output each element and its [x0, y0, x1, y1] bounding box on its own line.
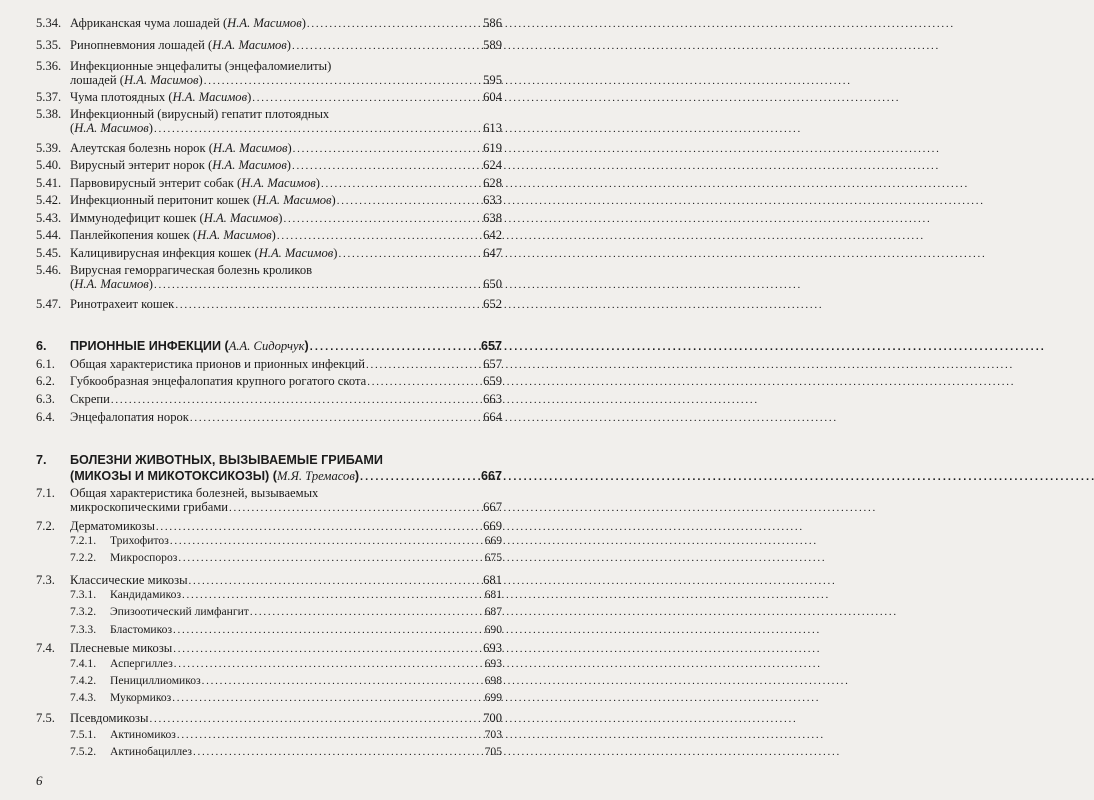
entry-number: 7.2.1.	[70, 534, 97, 547]
entry-page: 647	[483, 246, 502, 260]
entry-title: Инфекционный перитонит кошек (Н.А. Масимов)	[70, 193, 336, 207]
entry-title-line1: Инфекционные энцефалиты (энцефаломиелиты)	[70, 59, 332, 73]
leader-dots	[229, 500, 482, 515]
leader-dots	[310, 339, 480, 355]
leader-dots	[202, 674, 484, 688]
entry-line	[110, 674, 502, 688]
entry-title: Панлейкопения кошек (Н.А. Масимов)	[70, 228, 276, 242]
entry-number: 5.37.	[36, 90, 62, 104]
entry-title: микроскопическими грибами	[70, 500, 229, 514]
entry-line	[70, 357, 502, 372]
entry-page: 586	[483, 16, 502, 30]
entry-title: Плесневые микозы	[70, 641, 173, 655]
toc-entry	[0, 519, 518, 533]
chapter-title: ПРИОННЫЕ ИНФЕКЦИИ (А.А. Сидорчук)	[70, 339, 309, 353]
entry-title: Скрепи	[70, 392, 110, 406]
entry-number: 7.3.3.	[70, 623, 97, 636]
entry-title: Дерматомикозы	[70, 519, 155, 533]
entry-page: 624	[483, 158, 502, 172]
entry-line	[70, 38, 502, 53]
entry-title: Алеутская болезнь норок (Н.А. Масимов)	[70, 141, 292, 155]
toc-entry	[0, 263, 518, 291]
chapter-line	[70, 339, 502, 355]
entry-number: 5.41.	[36, 176, 62, 190]
entry-page: 681	[484, 588, 502, 601]
leader-dots	[277, 228, 482, 243]
entry-line	[70, 211, 502, 226]
entry-page: 700	[483, 711, 502, 725]
entry-number: 5.35.	[36, 38, 62, 52]
leader-dots	[367, 374, 482, 389]
entry-title: Микроспороз	[110, 551, 178, 564]
entry-title: Трихофитоз	[110, 534, 169, 547]
entry-line	[70, 297, 502, 312]
leader-dots	[366, 357, 482, 372]
entry-page: 613	[483, 121, 502, 135]
toc-entry	[0, 297, 518, 311]
toc-entry	[0, 410, 518, 424]
entry-number: 5.42.	[36, 193, 62, 207]
entry-page: 642	[483, 228, 502, 242]
leader-dots	[173, 641, 482, 656]
entry-number: 7.2.2.	[70, 551, 97, 564]
entry-page: 652	[483, 297, 502, 311]
entry-number: 7.5.	[36, 711, 55, 725]
entry-line	[70, 176, 502, 191]
leader-dots	[292, 38, 482, 53]
page-number: 6	[36, 773, 43, 788]
entry-title: Ринотрахеит кошек	[70, 297, 175, 311]
entry-page: 690	[484, 623, 502, 636]
entry-line	[70, 16, 502, 31]
entry-line	[70, 519, 502, 534]
entry-title: Губкообразная энцефалопатия крупного рогатого скота	[70, 374, 367, 388]
entry-number: 5.36.	[36, 59, 62, 73]
entry-page: 595	[483, 73, 502, 87]
toc-subentry	[0, 674, 518, 688]
entry-title-line1: Вирусная геморрагическая болезнь кроликов	[70, 263, 313, 277]
entry-page: 604	[483, 90, 502, 104]
entry-line	[110, 728, 502, 742]
entry-title: Иммунодефицит кошек (Н.А. Масимов)	[70, 211, 283, 225]
entry-line	[70, 73, 502, 88]
leader-dots	[182, 588, 484, 602]
entry-page: 638	[483, 211, 502, 225]
entry-page: 705	[484, 745, 502, 758]
entry-title-line1: Общая характеристика болезней, вызываемых	[70, 486, 319, 500]
toc-entry	[0, 176, 518, 190]
toc-entry	[0, 228, 518, 242]
leader-dots	[156, 519, 482, 534]
chapter-heading	[0, 339, 518, 354]
entry-page: 650	[483, 277, 502, 291]
leader-dots	[111, 392, 482, 407]
leader-dots	[175, 297, 482, 312]
entry-number: 7.4.1.	[70, 657, 97, 670]
entry-number: 5.34.	[36, 16, 62, 30]
entry-line	[70, 141, 502, 156]
entry-line	[70, 193, 502, 208]
entry-number: 5.38.	[36, 107, 62, 121]
entry-title: Аспергиллез	[110, 657, 173, 670]
entry-page: 589	[483, 38, 502, 52]
leader-dots	[252, 90, 482, 105]
entry-number: 5.47.	[36, 297, 62, 311]
entry-page: 681	[483, 573, 502, 587]
entry-page: 619	[483, 141, 502, 155]
entry-page: 659	[483, 374, 502, 388]
entry-line	[70, 90, 502, 105]
entry-page: 693	[483, 641, 502, 655]
leader-dots	[204, 73, 482, 88]
entry-page: 675	[484, 551, 502, 564]
toc-page	[0, 0, 518, 800]
chapter-title: (МИКОЗЫ И МИКОТОКСИКОЗЫ) (М.Я. Тремасов)	[70, 469, 360, 483]
entry-line	[70, 500, 502, 515]
entry-number: 7.5.2.	[70, 745, 97, 758]
toc-subentry	[0, 551, 518, 565]
toc-subentry	[0, 728, 518, 742]
toc-entry	[0, 374, 518, 388]
entry-line	[110, 588, 502, 602]
toc-entry	[0, 16, 518, 30]
leader-dots	[172, 691, 483, 705]
entry-page: 669	[483, 519, 502, 533]
entry-number: 5.43.	[36, 211, 62, 225]
toc-entry	[0, 158, 518, 172]
entry-title: Актиномикоз	[110, 728, 176, 741]
entry-title: Кандидамикоз	[110, 588, 182, 601]
toc-entry	[0, 38, 518, 52]
toc-entry	[0, 193, 518, 207]
leader-dots	[149, 711, 482, 726]
entry-number: 7.4.	[36, 641, 55, 655]
leader-dots	[154, 121, 482, 136]
toc-subentry	[0, 745, 518, 759]
entry-page: 699	[484, 691, 502, 704]
toc-entry	[0, 107, 518, 135]
leader-dots	[250, 605, 484, 619]
entry-page: 667	[483, 500, 502, 514]
chapter-title-line1: БОЛЕЗНИ ЖИВОТНЫХ, ВЫЗЫВАЕМЫЕ ГРИБАМИ	[70, 453, 383, 467]
entry-title: Общая характеристика прионов и прионных инфекций	[70, 357, 366, 371]
leader-dots	[173, 623, 484, 637]
toc-subentry	[0, 691, 518, 705]
entry-number: 5.45.	[36, 246, 62, 260]
toc-entry	[0, 90, 518, 104]
toc-subentry	[0, 588, 518, 602]
chapter-page: 667	[480, 469, 502, 483]
toc-entry	[0, 59, 518, 87]
entry-line	[110, 605, 502, 619]
entry-line	[110, 534, 502, 548]
leader-dots	[337, 193, 482, 208]
toc-subentry	[0, 605, 518, 619]
entry-title: Классические микозы	[70, 573, 188, 587]
entry-number: 5.40.	[36, 158, 62, 172]
leader-dots	[293, 141, 482, 156]
entry-title-line1: Инфекционный (вирусный) гепатит плотоядных	[70, 107, 330, 121]
toc-entry	[0, 641, 518, 655]
entry-line	[110, 691, 502, 705]
entry-page: 633	[483, 193, 502, 207]
entry-title: Бластомикоз	[110, 623, 173, 636]
entry-number: 7.4.3.	[70, 691, 97, 704]
entry-line	[70, 374, 502, 389]
toc-entry	[0, 211, 518, 225]
entry-title: Ринопневмония лошадей (Н.А. Масимов)	[70, 38, 291, 52]
chapter-line	[70, 469, 502, 485]
toc-entry	[0, 246, 518, 260]
entry-title: Чума плотоядных (Н.А. Масимов)	[70, 90, 252, 104]
entry-line	[110, 551, 502, 565]
toc-entry	[0, 357, 518, 371]
entry-line	[70, 641, 502, 656]
entry-page: 693	[484, 657, 502, 670]
entry-line	[70, 158, 502, 173]
toc-subentry	[0, 534, 518, 548]
entry-line	[70, 228, 502, 243]
entry-page: 664	[483, 410, 502, 424]
entry-number: 7.3.	[36, 573, 55, 587]
toc-entry	[0, 573, 518, 587]
leader-dots	[154, 277, 482, 292]
leader-dots	[338, 246, 482, 261]
entry-number: 5.44.	[36, 228, 62, 242]
entry-number: 6.2.	[36, 374, 55, 388]
entry-number: 7.4.2.	[70, 674, 97, 687]
entry-number: 6.4.	[36, 410, 55, 424]
leader-dots	[178, 551, 483, 565]
entry-line	[70, 277, 502, 292]
entry-line	[70, 121, 502, 136]
entry-number: 7.3.1.	[70, 588, 97, 601]
leader-dots	[292, 158, 482, 173]
entry-title: Африканская чума лошадей (Н.А. Масимов)	[70, 16, 306, 30]
entry-title: Мукормикоз	[110, 691, 172, 704]
leader-dots	[307, 16, 482, 31]
toc-subentry	[0, 657, 518, 671]
entry-number: 7.2.	[36, 519, 55, 533]
chapter-page: 657	[480, 339, 502, 353]
chapter-number: 6.	[36, 339, 47, 353]
toc-entry	[0, 711, 518, 725]
entry-title: лошадей (Н.А. Масимов)	[70, 73, 203, 87]
entry-line	[110, 623, 502, 637]
leader-dots	[321, 176, 482, 191]
leader-dots	[360, 469, 480, 485]
leader-dots	[283, 211, 482, 226]
entry-title: Калицивирусная инфекция кошек (Н.А. Масимов)	[70, 246, 338, 260]
leader-dots	[193, 745, 484, 759]
toc-entry	[0, 486, 518, 514]
entry-title: Пенициллиомикоз	[110, 674, 201, 687]
entry-title: (Н.А. Масимов)	[70, 121, 153, 135]
entry-number: 7.1.	[36, 486, 55, 500]
entry-line	[110, 745, 502, 759]
entry-number: 5.39.	[36, 141, 62, 155]
entry-title: Энцефалопатия норок	[70, 410, 189, 424]
entry-title: (Н.А. Масимов)	[70, 277, 153, 291]
leader-dots	[177, 728, 484, 742]
entry-title: Парвовирусный энтерит собак (Н.А. Масимов)	[70, 176, 320, 190]
chapter-number: 7.	[36, 453, 47, 467]
leader-dots	[170, 534, 484, 548]
toc-entry	[0, 141, 518, 155]
entry-number: 6.3.	[36, 392, 55, 406]
entry-number: 5.46.	[36, 263, 62, 277]
entry-title: Актинобациллез	[110, 745, 193, 758]
entry-line	[70, 711, 502, 726]
entry-page: 663	[483, 392, 502, 406]
entry-line	[70, 246, 502, 261]
entry-page: 657	[483, 357, 502, 371]
chapter-heading	[0, 453, 518, 485]
entry-page: 698	[484, 674, 502, 687]
entry-number: 7.5.1.	[70, 728, 97, 741]
entry-title: Псевдомикозы	[70, 711, 149, 725]
toc-subentry	[0, 623, 518, 637]
leader-dots	[174, 657, 484, 671]
entry-number: 7.3.2.	[70, 605, 97, 618]
entry-page: 628	[483, 176, 502, 190]
entry-title: Вирусный энтерит норок (Н.А. Масимов)	[70, 158, 291, 172]
leader-dots	[190, 410, 482, 425]
entry-title: Эпизоотический лимфангит	[110, 605, 249, 618]
entry-line	[70, 410, 502, 425]
entry-page: 687	[484, 605, 502, 618]
entry-page: 669	[484, 534, 502, 547]
entry-line	[70, 573, 502, 588]
toc-entry	[0, 392, 518, 406]
entry-line	[70, 392, 502, 407]
entry-number: 6.1.	[36, 357, 55, 371]
entry-page: 703	[484, 728, 502, 741]
leader-dots	[189, 573, 483, 588]
entry-line	[110, 657, 502, 671]
